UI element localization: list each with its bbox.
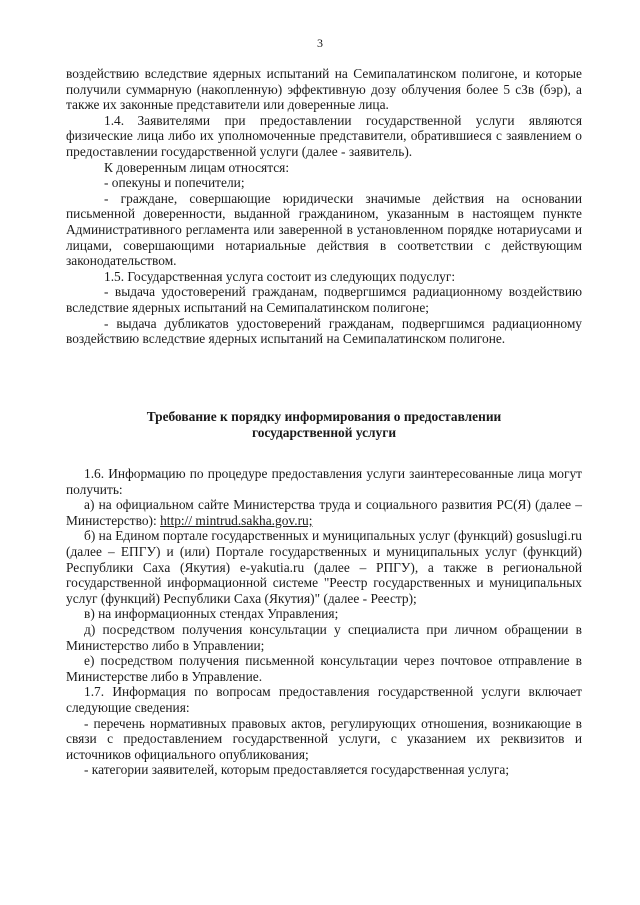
page-number: 3 (317, 36, 323, 50)
heading-line: государственной услуги (251, 425, 397, 440)
paragraph-1-5: 1.5. Государственная услуга состоит из следующих подуслуг: (104, 268, 456, 284)
list-item-a (66, 497, 582, 528)
list-item-v: в) на информационных стендах Управления; (84, 606, 339, 622)
paragraph: воздействию вследствие ядерных испытаний на Семипалатинском полигоне, и которые получили суммарную (накопленную) эффективную дозу облучения более 5 сЗв (бэр), а также их законные представители или доверенные лица. (66, 66, 582, 113)
list-item: - категории заявителей, которым предоставляется государственная услуга; (84, 762, 510, 778)
list-item: - перечень нормативных правовых актов, регулирующих отношения, возникающие в связи с предоставлением государственной услуги, с указанием их реквизитов и источников официального опубликования; (66, 715, 582, 762)
paragraph-1-7: 1.7. Информация по вопросам предоставления государственной услуги включает следующие сведения: (66, 684, 582, 715)
section-heading (66, 409, 582, 441)
list-item-d: д) посредством получения консультации у специалиста при личном обращении в Министерство либо в Управлении; (66, 621, 582, 653)
list-item-a-text: а) на официальном сайте Министерства труда и социального развития РС(Я) (далее – Министерство): (66, 497, 582, 528)
heading-line: Требование к порядку информирования о предоставлении (146, 409, 502, 424)
list-item: - опекуны и попечители; (104, 175, 245, 191)
list-item-b: б) на Едином портале государственных и муниципальных услуг (функций) gosuslugi.ru (далее – ЕПГУ) и (или) Портале государственных и муниципальных услуг (функций) Республики Саха (Якутия) e-yakutia.ru (далее – РПГУ), а также в региональной государственной информационной системе "Реестр государственных и муниципальных услуг (функций) Республики Саха (Якутия)" (далее - Реестр); (66, 528, 582, 606)
paragraph-1-6: 1.6. Информацию по процедуре предоставления услуги заинтересованные лица могут получить: (66, 466, 582, 497)
ministry-site-link[interactable]: http:// mintrud.sakha.gov.ru; (160, 512, 313, 528)
paragraph: К доверенным лицам относятся: (104, 159, 290, 175)
top-text-block (66, 66, 582, 347)
list-item: - выдача дубликатов удостоверений гражданам, подвергшимся радиационному воздействию вследствие ядерных испытаний на Семипалатинском полигоне. (66, 315, 582, 347)
list-item: - выдача удостоверений гражданам, подвергшимся радиационному воздействию вследствие ядерных испытаний на Семипалатинском полигоне; (66, 284, 582, 315)
list-item-e: е) посредством получения письменной консультации через почтовое отправление в Министерстве либо в Управление. (66, 653, 582, 684)
list-item: - граждане, совершающие юридически значимые действия на основании письменной доверенности, выданной гражданином, указанным в настоящем пункте Административного регламента или заверенной в установленном порядке нотариусами и лицами, совершающими нотариальные действия в соответствии с действующим законодательством. (66, 190, 582, 269)
paragraph-1-4: 1.4. Заявителями при предоставлении государственной услуги являются физические лица либо их уполномоченные представители, обратившиеся с заявлением о предоставлении государственной услуги (далее - заявитель). (66, 112, 582, 159)
bottom-text-block (66, 466, 582, 778)
